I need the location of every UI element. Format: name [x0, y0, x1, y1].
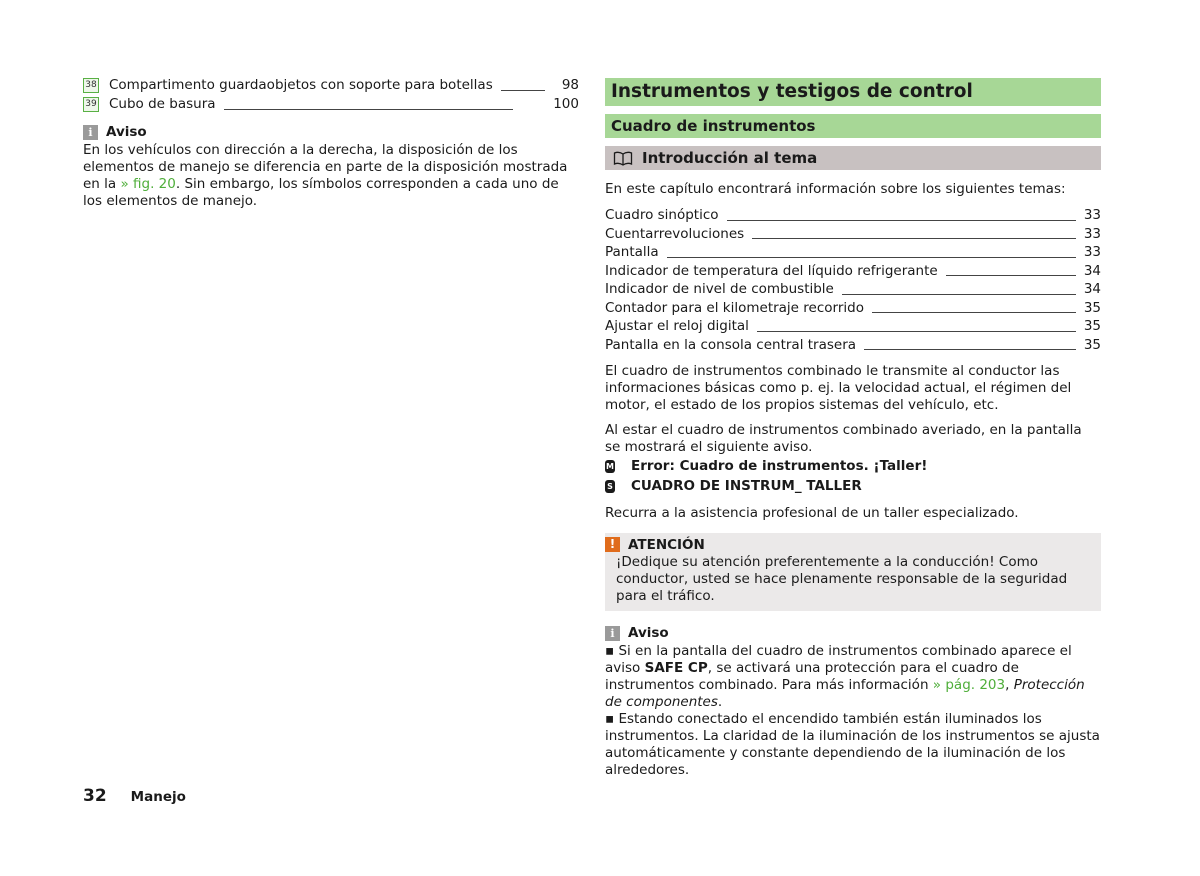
toc-page[interactable]: 34 [1083, 281, 1101, 297]
toc-row[interactable] [605, 280, 1101, 299]
message-text: Error: Cuadro de instrumentos. ¡Taller! [631, 458, 928, 474]
note [605, 623, 1101, 779]
message-text: CUADRO DE INSTRUM_ TALLER [631, 478, 862, 494]
toc-row[interactable] [83, 95, 579, 114]
toc-page[interactable]: 35 [1083, 318, 1101, 334]
chapter-heading: Instrumentos y testigos de control [605, 78, 1101, 106]
toc-label[interactable]: Compartimento guardaobjetos con soporte para botellas [109, 77, 493, 93]
toc-row[interactable] [605, 336, 1101, 355]
toc-row[interactable] [83, 76, 579, 95]
paragraph: Recurra a la asistencia profesional de un taller especializado. [605, 505, 1019, 521]
toc-label[interactable]: Contador para el kilometraje recorrido [605, 299, 864, 316]
toc-label[interactable]: Ajustar el reloj digital [605, 318, 749, 334]
warning-text: ¡Dedique su atención preferentemente a la conducción! Como conductor, usted se hace plenamente responsable de la seguridad para el tráfico. [616, 554, 1068, 604]
warning-icon: ! [605, 537, 620, 552]
left-column [83, 76, 579, 210]
toc-number-badge: 39 [83, 97, 99, 112]
toc-leader [864, 349, 1076, 350]
section-name: Manejo [130, 789, 186, 805]
note-bullet: ▪ Estando conectado el encendido también están iluminados los instrumentos. La claridad de la iluminación de los instrumentos se ajusta automáticamente y constante dependiendo de la iluminación de los alrededores. [605, 711, 1100, 778]
toc-page[interactable]: 33 [1083, 225, 1101, 242]
toc-page[interactable]: 35 [1083, 336, 1101, 353]
display-message [605, 456, 1101, 476]
toc-number-badge: 38 [83, 78, 99, 93]
toc-leader [842, 294, 1076, 295]
toc-row[interactable] [605, 243, 1101, 262]
book-icon [613, 151, 633, 166]
note-heading [605, 623, 1101, 643]
toc-leader [224, 109, 514, 110]
toc-label[interactable]: Cuentarrevoluciones [605, 225, 745, 242]
right-column [605, 78, 1101, 779]
toc-leader [752, 238, 1076, 239]
info-icon: i [605, 626, 620, 641]
toc-label[interactable]: Pantalla [605, 244, 659, 260]
warning-heading [605, 535, 1091, 554]
toc-leader [946, 275, 1076, 276]
toc-label[interactable]: Cubo de basura [109, 96, 216, 112]
page-link[interactable]: » pág. 203 [932, 677, 1006, 693]
warning-box [605, 533, 1101, 611]
topic-heading [605, 146, 1101, 170]
toc-row[interactable] [605, 317, 1101, 336]
topic-list [605, 206, 1101, 354]
toc-row[interactable] [605, 299, 1101, 318]
toc-page[interactable]: 100 [553, 96, 579, 112]
note-heading [83, 122, 579, 142]
paragraph: El cuadro de instrumentos combinado le transmite al conductor las informaciones básicas como p. ej. la velocidad actual, el régimen del motor, el estado de los propios sistemas del vehículo, etc. [605, 363, 1072, 413]
toc-leader [872, 312, 1076, 313]
page-number: 32 [83, 786, 107, 806]
display-message [605, 476, 1101, 496]
toc-label[interactable]: Indicador de nivel de combustible [605, 281, 834, 297]
page-footer [83, 786, 186, 806]
toc-leader [501, 90, 545, 91]
multifunction-display-icon: M [606, 461, 614, 471]
note-title: Aviso [628, 625, 669, 641]
toc-page[interactable]: 98 [561, 77, 579, 93]
topic-title: Introducción al tema [642, 149, 818, 167]
toc-leader [727, 220, 1076, 221]
toc-label[interactable]: Indicador de temperatura del líquido refrigerante [605, 262, 938, 279]
toc-label[interactable]: Pantalla en la consola central trasera [605, 336, 857, 353]
figure-link[interactable]: » fig. 20 [120, 176, 176, 192]
intro-text: En este capítulo encontrará información sobre los siguientes temas: [605, 181, 1066, 197]
toc-page[interactable]: 35 [1083, 299, 1101, 316]
note-text: En los vehículos con dirección a la derecha, la disposición de los elementos de manejo se diferencia en parte de la disposición mostrada en la » fig. 20. Sin embargo, los símbolos corresponden a cada uno de los elementos de manejo. [83, 142, 568, 209]
toc-leader [667, 257, 1076, 258]
toc-label[interactable]: Cuadro sinóptico [605, 207, 719, 223]
segment-display-icon: S [605, 480, 615, 493]
toc-page[interactable]: 33 [1083, 244, 1101, 260]
note-title: Aviso [106, 124, 147, 140]
toc-page[interactable]: 34 [1083, 262, 1101, 279]
paragraph: Al estar el cuadro de instrumentos combinado averiado, en la pantalla se mostrará el siguiente aviso. [605, 422, 1082, 455]
warning-title: ATENCIÓN [628, 536, 705, 553]
section-heading: Cuadro de instrumentos [605, 114, 1101, 138]
toc-row[interactable] [605, 225, 1101, 244]
note-bullet: ▪ Si en la pantalla del cuadro de instrumentos combinado aparece el aviso SAFE CP, se activará una protección para el cuadro de instrumentos combinado. Para más información » pág. 203, Protección de componentes. [605, 643, 1085, 710]
toc-row[interactable] [605, 206, 1101, 225]
toc-leader [757, 331, 1076, 332]
info-icon: i [83, 125, 98, 140]
toc-page[interactable]: 33 [1083, 207, 1101, 223]
toc-row[interactable] [605, 262, 1101, 281]
